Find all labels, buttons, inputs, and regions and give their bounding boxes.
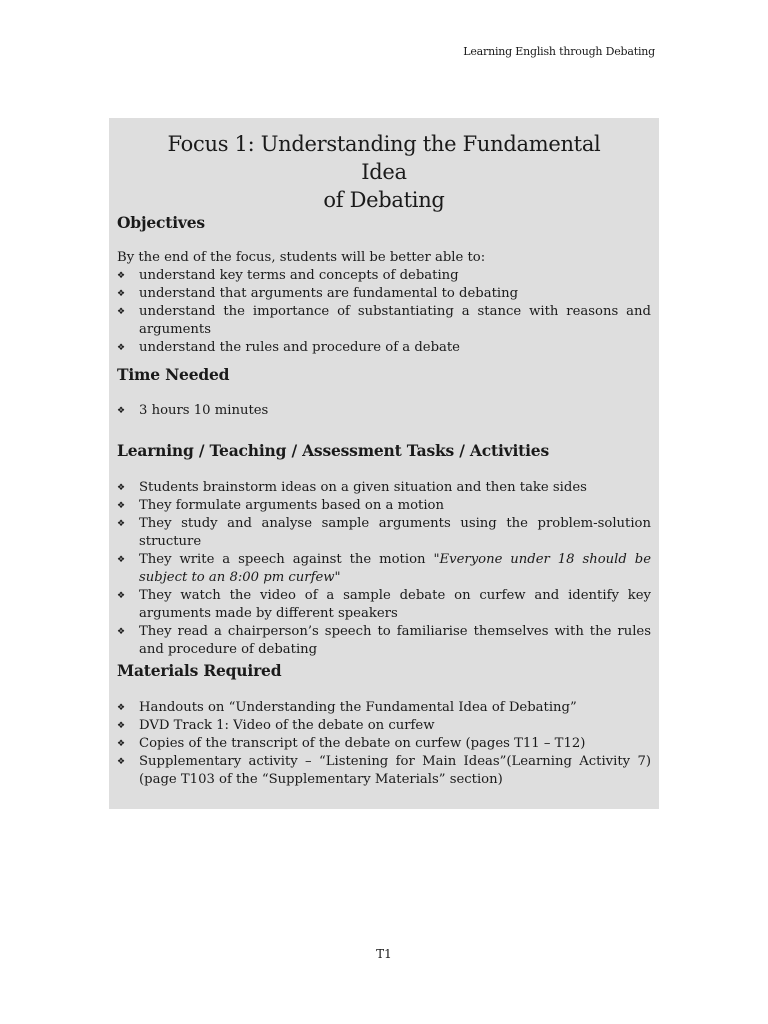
list-item: ❖ Students brainstorm ideas on a given situation and then take sides [117,480,587,495]
list-item: ❖ understand the rules and procedure of a debate [117,340,460,355]
diamond-bullet-icon: ❖ [117,721,126,731]
list-item: ❖ Handouts on “Understanding the Fundamental Idea of Debating” [117,700,577,715]
list-item: ❖ understand that arguments are fundamental to debating [117,286,519,301]
list-item: ❖ 3 hours 10 minutes [117,403,269,418]
list-item: ❖ DVD Track 1: Video of the debate on curfew [117,718,435,733]
objectives-heading: Objectives [117,213,205,232]
diamond-bullet-icon: ❖ [117,343,126,353]
list-item: ❖ They watch the video of a sample debate on curfew and identify key arguments made by different speakers [117,588,651,621]
time-needed-section [117,365,651,420]
diamond-bullet-icon: ❖ [117,519,126,529]
objectives-section [117,213,651,357]
diamond-bullet-icon: ❖ [117,271,126,281]
focus-title [149,130,619,214]
diamond-bullet-icon: ❖ [117,289,126,299]
focus-title-line-2: of Debating [323,188,445,212]
list-item: ❖ understand key terms and concepts of debating [117,268,459,283]
page-number: T1 [376,947,392,961]
diamond-bullet-icon: ❖ [117,501,126,511]
list-item: ❖ understand the importance of substantiating a stance with reasons and arguments [117,304,651,337]
materials-heading: Materials Required [117,661,282,680]
materials-section [117,661,651,789]
diamond-bullet-icon: ❖ [117,483,126,493]
diamond-bullet-icon: ❖ [117,739,126,749]
objectives-list [117,267,651,357]
list-item: ❖ Copies of the transcript of the debate on curfew (pages T11 – T12) [117,736,586,751]
diamond-bullet-icon: ❖ [117,406,126,416]
diamond-bullet-icon: ❖ [117,627,126,637]
list-item: ❖ Supplementary activity – “Listening for Main Ideas”(Learning Activity 7) (page T103 of the “Supplementary Materials” section) [117,754,651,787]
objectives-intro: By the end of the focus, students will be better able to: [117,250,486,265]
diamond-bullet-icon: ❖ [117,555,126,565]
list-item: ❖ They formulate arguments based on a motion [117,498,444,513]
running-header: Learning English through Debating [463,45,655,58]
diamond-bullet-icon: ❖ [117,703,126,713]
list-item: ❖ They read a chairperson’s speech to familiarise themselves with the rules and procedure of debating [117,624,651,657]
time-needed-list [117,402,651,420]
list-item: ❖ They study and analyse sample arguments using the problem-solution structure [117,516,651,549]
tasks-heading: Learning / Teaching / Assessment Tasks / Activities [117,441,549,460]
diamond-bullet-icon: ❖ [117,591,126,601]
diamond-bullet-icon: ❖ [117,307,126,317]
list-item: ❖ They write a speech against the motion "Everyone under 18 should be subject to an 8:00 pm curfew" [117,552,651,585]
focus-panel [109,118,659,809]
diamond-bullet-icon: ❖ [117,757,126,767]
time-needed-heading: Time Needed [117,365,230,384]
focus-title-line-1: Focus 1: Understanding the Fundamental Idea [167,132,601,184]
tasks-list [117,479,651,659]
tasks-section [117,441,651,659]
materials-list [117,699,651,789]
motion-quote: "Everyone under 18 should be subject to an 8:00 pm curfew" [139,552,651,585]
